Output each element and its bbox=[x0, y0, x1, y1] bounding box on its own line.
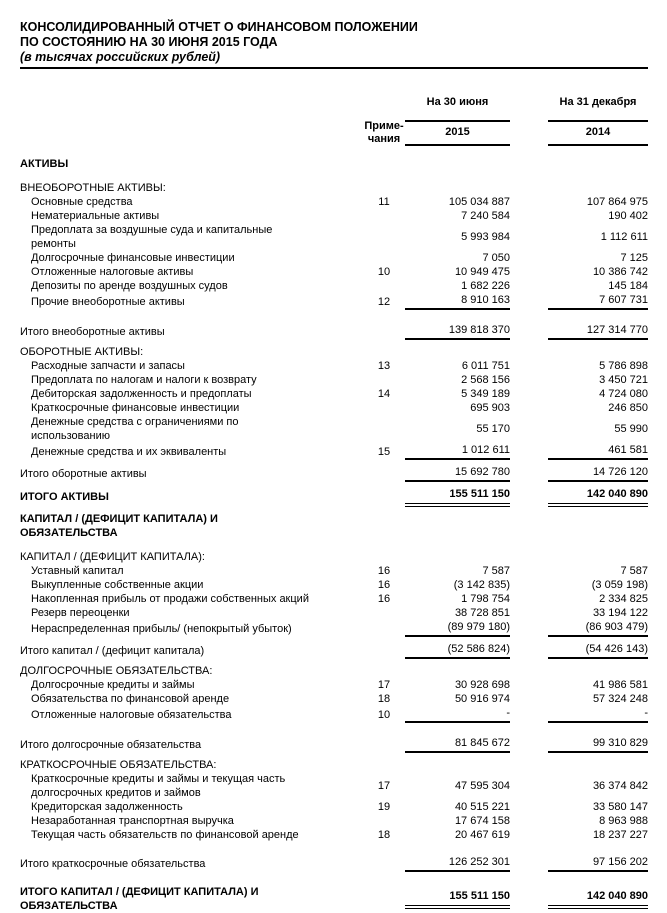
row-label: Итого долгосрочные обязательства bbox=[20, 738, 202, 751]
table-row bbox=[20, 279, 648, 293]
table-row bbox=[20, 606, 648, 620]
value-2014: 145 184 bbox=[608, 280, 648, 292]
row-label: Выкупленные собственные акции bbox=[31, 579, 204, 591]
value-2015: 20 467 619 bbox=[454, 829, 510, 841]
value-2014: 127 314 770 bbox=[548, 323, 648, 340]
table-row bbox=[20, 578, 648, 592]
value-2014: 142 040 890 bbox=[548, 487, 648, 507]
row-label: Отложенные налоговые активы bbox=[31, 266, 194, 278]
table-header bbox=[20, 96, 648, 146]
row-note-number: 18 bbox=[377, 829, 391, 841]
total-row bbox=[20, 465, 648, 482]
row-label: Долгосрочные финансовые инвестиции bbox=[31, 252, 235, 264]
row-label: Расходные запчасти и запасы bbox=[31, 360, 185, 372]
value-2014: 461 581 bbox=[548, 443, 648, 460]
row-label: ИТОГО АКТИВЫ bbox=[20, 491, 109, 503]
value-2014: - bbox=[548, 706, 648, 723]
row-note-number: 16 bbox=[377, 565, 391, 577]
value-2015: 30 928 698 bbox=[454, 679, 510, 691]
column-2014-header bbox=[548, 96, 648, 146]
row-label: АКТИВЫ bbox=[20, 158, 69, 170]
value-2015: 1 682 226 bbox=[461, 280, 510, 292]
row-label: ДОЛГОСРОЧНЫЕ ОБЯЗАТЕЛЬСТВА: bbox=[20, 665, 213, 677]
value-2015: 81 845 672 bbox=[405, 736, 510, 753]
value-2014: 14 726 120 bbox=[548, 465, 648, 482]
value-2014: 7 607 731 bbox=[548, 293, 648, 310]
value-2014: 97 156 202 bbox=[548, 855, 648, 872]
value-2014: 190 402 bbox=[608, 210, 648, 222]
row-note-number: 10 bbox=[377, 266, 391, 278]
value-2014: 57 324 248 bbox=[592, 693, 648, 705]
row-label: Долгосрочные кредиты и займы bbox=[31, 679, 195, 691]
row-note-number: 13 bbox=[377, 360, 391, 372]
value-2015: 55 170 bbox=[476, 423, 510, 435]
grand-row bbox=[20, 885, 648, 913]
row-label: КРАТКОСРОЧНЫЕ ОБЯЗАТЕЛЬСТВА: bbox=[20, 759, 217, 771]
row-label: ИТОГО КАПИТАЛ / (ДЕФИЦИТ КАПИТАЛА) И ОБЯЗАТЕЛЬСТВА bbox=[20, 886, 259, 912]
value-2015: 155 511 150 bbox=[405, 487, 510, 507]
row-label: ОБОРОТНЫЕ АКТИВЫ: bbox=[20, 346, 144, 358]
row-note-number: 17 bbox=[377, 780, 391, 792]
row-note-number: 19 bbox=[377, 801, 391, 813]
value-2015: 38 728 851 bbox=[454, 607, 510, 619]
value-2015: 5 349 189 bbox=[461, 388, 510, 400]
table-row bbox=[20, 678, 648, 692]
value-2014: 107 864 975 bbox=[586, 196, 648, 208]
row-label: КАПИТАЛ / (ДЕФИЦИТ КАПИТАЛА) И ОБЯЗАТЕЛЬСТВА bbox=[20, 513, 218, 539]
value-2015: 7 587 bbox=[482, 565, 510, 577]
table-row bbox=[20, 692, 648, 706]
total-row bbox=[20, 855, 648, 872]
row-label: Кредиторская задолженность bbox=[31, 801, 183, 813]
header-row bbox=[20, 512, 648, 540]
value-2014: 18 237 227 bbox=[592, 829, 648, 841]
column-2014-year: 2014 bbox=[585, 126, 611, 138]
value-2014: 3 450 721 bbox=[599, 374, 648, 386]
section-row bbox=[20, 550, 648, 564]
row-label: Краткосрочные финансовые инвестиции bbox=[31, 402, 240, 414]
table-row bbox=[20, 401, 648, 415]
column-2015-period: На 30 июня bbox=[426, 96, 489, 108]
value-2015: - bbox=[405, 706, 510, 723]
row-note-number: 18 bbox=[377, 693, 391, 705]
value-2015: 2 568 156 bbox=[461, 374, 510, 386]
table-row bbox=[20, 443, 648, 460]
column-2015-header bbox=[405, 96, 510, 146]
column-2014-period: На 31 декабря bbox=[559, 96, 637, 108]
value-2015: 6 011 751 bbox=[461, 360, 510, 372]
row-label: Незаработанная транспортная выручка bbox=[31, 815, 234, 827]
row-label: Денежные средства и их эквиваленты bbox=[31, 445, 227, 458]
notes-header-line1: Приме- bbox=[364, 120, 404, 132]
header-spacer bbox=[20, 96, 363, 146]
notes-header-line2: чания bbox=[367, 133, 401, 145]
value-2015: 5 993 984 bbox=[461, 231, 510, 243]
section-row bbox=[20, 664, 648, 678]
row-label: Депозиты по аренде воздушных судов bbox=[31, 280, 228, 292]
section-row bbox=[20, 181, 648, 195]
header-row bbox=[20, 157, 648, 171]
row-note-number: 10 bbox=[377, 708, 391, 721]
value-2014: 8 963 988 bbox=[599, 815, 648, 827]
report-title-line1: КОНСОЛИДИРОВАННЫЙ ОТЧЕТ О ФИНАНСОВОМ ПОЛОЖЕНИИ bbox=[20, 20, 418, 34]
row-label: Накопленная прибыль от продажи собственных акций bbox=[31, 593, 309, 605]
row-label: Уставный капитал bbox=[31, 565, 124, 577]
value-2014: 2 334 825 bbox=[599, 593, 648, 605]
value-2014: 4 724 080 bbox=[599, 388, 648, 400]
value-2014: 7 587 bbox=[620, 565, 648, 577]
total-row bbox=[20, 736, 648, 753]
value-2015: 695 903 bbox=[470, 402, 510, 414]
row-note-number: 17 bbox=[377, 679, 391, 691]
value-2014: 7 125 bbox=[620, 252, 648, 264]
column-2015-year: 2015 bbox=[445, 126, 470, 138]
column-2014-rule-bottom bbox=[548, 144, 648, 146]
row-label: Итого оборотные активы bbox=[20, 467, 147, 480]
value-2015: 1 798 754 bbox=[461, 593, 510, 605]
row-label: Прочие внеоборотные активы bbox=[31, 295, 185, 308]
table-row bbox=[20, 209, 648, 223]
value-2014: 33 580 147 bbox=[592, 801, 648, 813]
table-row bbox=[20, 828, 648, 842]
value-2015: 7 240 584 bbox=[461, 210, 510, 222]
table-row bbox=[20, 772, 648, 800]
table-row bbox=[20, 564, 648, 578]
column-2015-rule-bottom bbox=[405, 144, 510, 146]
row-note-number: 16 bbox=[377, 593, 391, 605]
table-row bbox=[20, 592, 648, 606]
section-row bbox=[20, 345, 648, 359]
row-note-number: 15 bbox=[377, 445, 391, 458]
total-row bbox=[20, 323, 648, 340]
value-2014: 142 040 890 bbox=[548, 889, 648, 909]
row-label: Отложенные налоговые обязательства bbox=[31, 708, 232, 721]
value-2015: 15 692 780 bbox=[405, 465, 510, 482]
value-2014: 5 786 898 bbox=[599, 360, 648, 372]
value-2015: 10 949 475 bbox=[454, 266, 510, 278]
table-row bbox=[20, 415, 648, 443]
notes-column-header bbox=[363, 120, 405, 146]
row-label: Предоплата за воздушные суда и капитальные ремонты bbox=[31, 224, 273, 250]
value-2015: 50 916 974 bbox=[454, 693, 510, 705]
total-row bbox=[20, 642, 648, 659]
value-2014: 36 374 842 bbox=[592, 780, 648, 792]
column-gap bbox=[510, 96, 548, 146]
value-2015: 139 818 370 bbox=[405, 323, 510, 340]
row-label: Основные средства bbox=[31, 196, 133, 208]
row-label: Итого внеоборотные активы bbox=[20, 325, 165, 338]
value-2014: 1 112 611 bbox=[600, 231, 648, 243]
row-label: Обязательства по финансовой аренде bbox=[31, 693, 230, 705]
row-note-number: 11 bbox=[378, 196, 390, 208]
value-2014: 10 386 742 bbox=[592, 266, 648, 278]
table-row bbox=[20, 620, 648, 637]
report-title-line2: ПО СОСТОЯНИЮ НА 30 ИЮНЯ 2015 ГОДА bbox=[20, 35, 278, 49]
row-note-number: 14 bbox=[377, 388, 391, 400]
table-row bbox=[20, 359, 648, 373]
report-currency-note: (в тысячах российских рублей) bbox=[20, 50, 221, 64]
value-2014: (54 426 143) bbox=[548, 642, 648, 659]
value-2014: 99 310 829 bbox=[548, 736, 648, 753]
value-2015: 8 910 163 bbox=[405, 293, 510, 310]
row-label: Текущая часть обязательств по финансовой аренде bbox=[31, 829, 299, 841]
table-row bbox=[20, 373, 648, 387]
value-2015: 1 012 611 bbox=[405, 443, 510, 460]
value-2015: 105 034 887 bbox=[448, 196, 510, 208]
value-2015: 47 595 304 bbox=[454, 780, 510, 792]
value-2015: (3 142 835) bbox=[453, 579, 510, 591]
row-label: ВНЕОБОРОТНЫЕ АКТИВЫ: bbox=[20, 182, 166, 194]
row-label: Итого капитал / (дефицит капитала) bbox=[20, 644, 205, 657]
value-2015: 40 515 221 bbox=[454, 801, 510, 813]
table-row bbox=[20, 706, 648, 723]
table-row bbox=[20, 814, 648, 828]
rows bbox=[20, 157, 648, 913]
table-row bbox=[20, 223, 648, 251]
value-2015: (89 979 180) bbox=[405, 620, 510, 637]
value-2014: 41 986 581 bbox=[592, 679, 648, 691]
value-2015: 17 674 158 bbox=[454, 815, 510, 827]
row-label: КАПИТАЛ / (ДЕФИЦИТ КАПИТАЛА): bbox=[20, 551, 205, 563]
table-row bbox=[20, 251, 648, 265]
value-2014: (86 903 479) bbox=[548, 620, 648, 637]
row-note-number: 12 bbox=[377, 295, 391, 308]
table-row bbox=[20, 387, 648, 401]
value-2014: 246 850 bbox=[608, 402, 648, 414]
table-row bbox=[20, 293, 648, 310]
row-label: Итого краткосрочные обязательства bbox=[20, 857, 206, 870]
value-2014: 55 990 bbox=[614, 423, 648, 435]
table-row bbox=[20, 265, 648, 279]
value-2015: 126 252 301 bbox=[405, 855, 510, 872]
value-2014: 33 194 122 bbox=[592, 607, 648, 619]
row-label: Нераспределенная прибыль/ (непокрытый убыток) bbox=[31, 622, 292, 635]
table-row bbox=[20, 195, 648, 209]
row-note-number: 16 bbox=[377, 579, 391, 591]
grand-row bbox=[20, 487, 648, 507]
row-label: Дебиторская задолженность и предоплаты bbox=[31, 388, 252, 400]
row-label: Резерв переоценки bbox=[31, 607, 130, 619]
value-2015: 155 511 150 bbox=[405, 889, 510, 909]
row-label: Предоплата по налогам и налоги к возврату bbox=[31, 374, 257, 386]
table-row bbox=[20, 800, 648, 814]
value-2015: (52 586 824) bbox=[405, 642, 510, 659]
value-2015: 7 050 bbox=[482, 252, 510, 264]
row-label: Нематериальные активы bbox=[31, 210, 160, 222]
value-2014: (3 059 198) bbox=[591, 579, 648, 591]
report-title-block bbox=[20, 20, 648, 69]
row-label: Денежные средства с ограничениями по использованию bbox=[31, 416, 239, 442]
section-row bbox=[20, 758, 648, 772]
row-label: Краткосрочные кредиты и займы и текущая часть долгосрочных кредитов и займов bbox=[31, 773, 286, 799]
